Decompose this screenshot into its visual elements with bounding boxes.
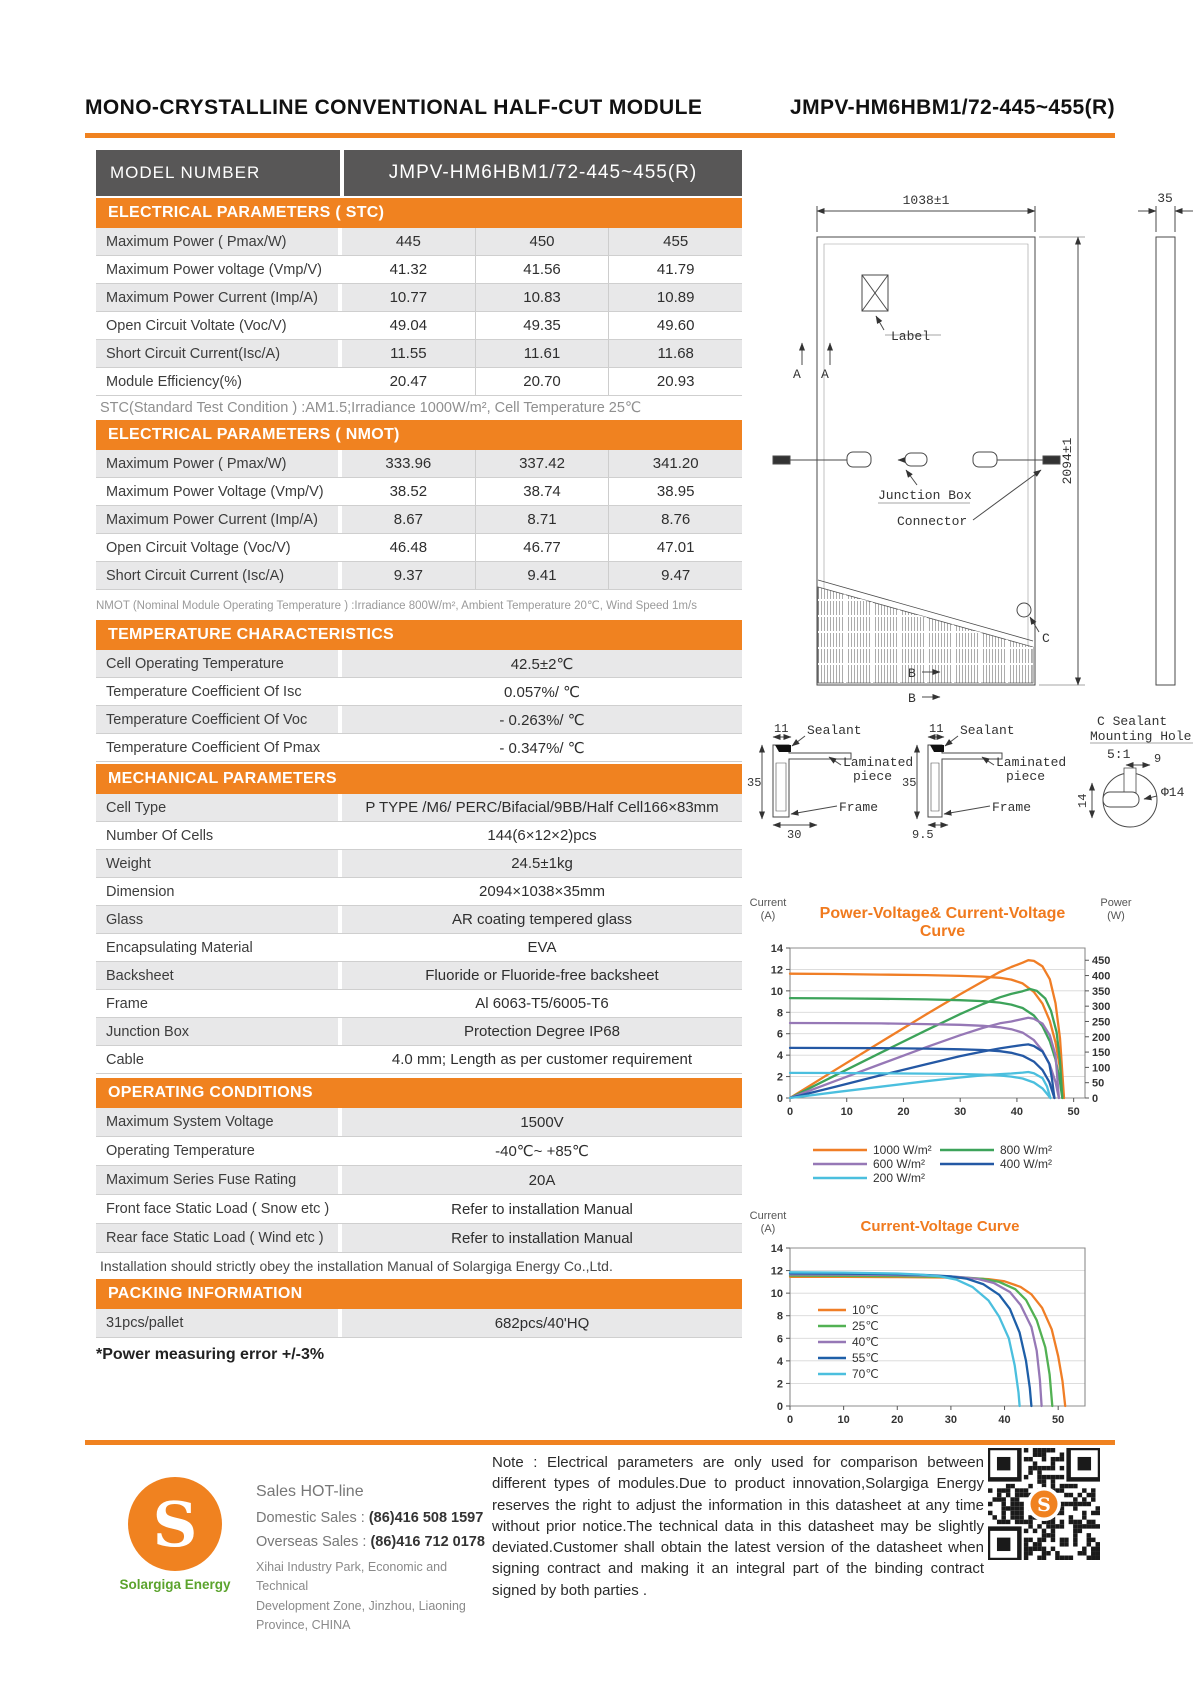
value-cell: EVA [527,939,557,956]
bb-dim-35: 35 [902,776,917,790]
aa-laminated-2: piece [853,769,893,784]
value-cell: 333.96 [385,455,432,472]
svg-text:300: 300 [1092,1001,1111,1014]
table-row [96,1195,742,1224]
svg-text:10℃: 10℃ [852,1303,879,1317]
value-cell: 450 [475,228,609,255]
packing-table [96,1309,742,1338]
row-values [342,706,742,733]
qr-code [988,1448,1100,1560]
row-label: Junction Box [96,1018,338,1045]
value-cell: 445 [395,233,421,250]
model-number-value: JMPV-HM6HBM1/72-445~455(R) [344,150,742,196]
table-row [96,1137,742,1166]
row-values [342,562,742,589]
title-left: MONO-CRYSTALLINE CONVENTIONAL HALF-CUT MODULE [85,96,703,119]
value-cell: 11.61 [475,340,609,367]
model-number-bar [96,150,742,196]
row-values [342,312,742,339]
value-cell: 144(6×12×2)pcs [487,827,597,844]
table-row [96,1224,742,1253]
nmot-footnote: NMOT (Nominal Module Operating Temperature ) :Irradiance 800W/m², Ambient Temperature 20℃, Wind Speed 1m/s [96,600,697,612]
bb-dim-95: 9.5 [912,828,934,840]
svg-text:30: 30 [954,1106,967,1118]
svg-text:200 W/m²: 200 W/m² [873,1171,926,1185]
bb-frame-label: Frame [992,800,1032,815]
page-title [85,96,1115,120]
value-cell: 24.5±1kg [511,855,573,872]
section-a-mark-2: A [821,367,829,382]
value-cell: 8.71 [475,506,609,533]
label-callout: Label [891,329,931,344]
value-cell: 41.32 [389,261,428,278]
domestic-sales-line: Domestic Sales : (86)416 508 1597 [256,1510,484,1526]
table-row [96,534,742,562]
chart1-title: Power-Voltage& Current-Voltage Curve [819,905,1066,940]
svg-text:150: 150 [1092,1047,1111,1060]
value-cell: 10.77 [389,289,428,306]
section-header-stc: ELECTRICAL PARAMETERS ( STC) [96,198,742,228]
table-row [96,934,742,962]
row-label: Open Circuit Voltage (Voc/V) [96,534,338,561]
row-values [342,1195,742,1223]
chart1-left-axis-title: Current (A) [749,897,787,923]
table-row [96,312,742,340]
svg-text:600 W/m²: 600 W/m² [873,1157,926,1171]
bb-sealant-label: Sealant [960,723,1015,738]
section-a-mark-1: A [793,367,801,382]
row-values [342,506,742,533]
value-cell: - 0.347%/ ℃ [499,739,585,757]
panel-side-view [1156,237,1175,685]
row-label: Maximum Series Fuse Rating [96,1166,338,1194]
svg-text:40: 40 [998,1414,1011,1426]
value-cell: 4.0 mm; Length as per customer requirement [391,1051,693,1068]
row-label: Short Circuit Current(Isc/A) [96,340,338,367]
b-mark-2: B [908,691,916,706]
svg-text:40: 40 [1010,1106,1024,1118]
row-values [342,850,742,877]
c-mark: C [1042,631,1050,646]
row-values [342,1166,742,1194]
row-values [342,1224,742,1252]
svg-text:40℃: 40℃ [852,1335,879,1349]
value-cell: 46.48 [389,539,428,556]
value-cell: AR coating tempered glass [451,911,633,928]
operating-table [96,1108,742,1253]
row-values [342,450,742,477]
aa-sealant-label: Sealant [807,723,862,738]
aa-sealant [775,745,791,752]
row-label: Encapsulating Material [96,934,338,961]
overseas-sales-line: Overseas Sales : (86)416 712 0178 [256,1534,485,1550]
svg-text:0: 0 [786,1106,794,1118]
svg-text:400 W/m²: 400 W/m² [1000,1157,1053,1171]
svg-text:55℃: 55℃ [852,1351,879,1365]
table-row [96,284,742,312]
svg-text:10: 10 [840,1106,853,1118]
bb-sealant [930,745,944,752]
aa-dim-11: 11 [774,722,789,736]
row-values [342,340,742,367]
table-row [96,256,742,284]
footer-divider [85,1440,1115,1445]
bb-dim-11: 11 [929,722,944,736]
value-cell: 41.56 [475,256,609,283]
row-label: Temperature Coefficient Of Pmax [96,734,338,761]
pv-iv-curve-chart [740,930,1200,1200]
chart1-right-axis-title: Power (W) [1100,897,1132,923]
svg-text:50: 50 [1092,1077,1105,1090]
row-values [342,1018,742,1045]
table-row [96,678,742,706]
right-connector [1043,456,1060,464]
value-cell: 49.35 [475,312,609,339]
section-header-temperature: TEMPERATURE CHARACTERISTICS [96,620,742,650]
row-label: Number Of Cells [96,822,338,849]
row-label: Module Efficiency(%) [96,368,338,395]
dim-14-label: 14 [1076,793,1090,808]
value-cell: 8.76 [608,506,742,533]
svg-text:10: 10 [837,1414,850,1426]
b-mark-1: B [908,666,916,681]
power-measuring-note: *Power measuring error +/-3% [96,1346,325,1363]
row-label: Weight [96,850,338,877]
logo-letter: S [152,1487,198,1561]
row-label: 31pcs/pallet [96,1309,338,1337]
row-values [342,284,742,311]
table-row [96,228,742,256]
contact-block [256,1483,486,1636]
mounting-slot [1103,792,1139,807]
row-values [342,678,742,705]
section-header-packing: PACKING INFORMATION [96,1279,742,1309]
aa-dim-35: 35 [747,776,762,790]
row-label: Maximum Power voltage (Vmp/V) [96,256,338,283]
svg-text:800 W/m²: 800 W/m² [1000,1143,1053,1157]
row-values [342,478,742,505]
value-cell: Refer to installation Manual [451,1229,633,1247]
table-row [96,822,742,850]
svg-text:8: 8 [776,1310,783,1323]
row-values [342,794,742,821]
value-cell: 20.93 [608,368,742,395]
junction-box-label: Junction Box [878,488,972,503]
row-label: Maximum System Voltage [96,1108,338,1136]
junction-box-1 [847,452,871,467]
value-cell: 49.04 [389,317,428,334]
sales-hotline-label: Sales HOT-line [256,1483,364,1500]
spec-tables [96,150,742,1368]
value-cell: - 0.263%/ ℃ [499,711,585,729]
row-label: Maximum Power ( Pmax/W) [96,450,338,477]
value-cell: Al 6063-T5/6005-T6 [475,995,609,1012]
value-cell: 8.67 [393,511,423,528]
value-cell: 2094×1038×35mm [479,883,605,900]
logo-wordmark: Solargiga Energy [119,1577,231,1592]
title-underline [85,133,1115,138]
row-values [342,1137,742,1165]
table-row [96,706,742,734]
row-label: Operating Temperature [96,1137,338,1165]
value-cell: 38.52 [389,483,428,500]
value-cell: 455 [608,228,742,255]
value-cell: 11.68 [608,340,742,367]
row-values [342,934,742,961]
value-cell: 0.057%/ ℃ [503,683,581,701]
value-cell: 9.47 [608,562,742,589]
svg-text:2: 2 [776,1378,783,1391]
row-values [342,990,742,1017]
svg-text:200: 200 [1092,1031,1111,1044]
aa-frame-label: Frame [839,800,879,815]
svg-text:0: 0 [776,1401,783,1413]
row-label: Maximum Power Current (Imp/A) [96,284,338,311]
value-cell: 46.77 [475,534,609,561]
value-cell: 10.83 [475,284,609,311]
row-values [342,256,742,283]
row-label: Temperature Coefficient Of Isc [96,678,338,705]
value-cell: 1500V [520,1113,564,1131]
table-row [96,506,742,534]
row-label: Dimension [96,878,338,905]
mounting-hole-callout [1017,603,1031,617]
bb-laminated-2: piece [1006,769,1046,784]
c-sealant-label: C Sealant [1097,714,1168,729]
row-values [342,822,742,849]
svg-text:6: 6 [776,1028,783,1041]
value-cell: P TYPE /M6/ PERC/Bifacial/9BB/Half Cell166×83mm [365,799,719,816]
value-cell: 9.37 [393,567,423,584]
svg-text:12: 12 [770,964,783,977]
stc-footnote: STC(Standard Test Condition ) :AM1.5;Irradiance 1000W/m², Cell Temperature 25℃ [100,400,642,416]
svg-text:S: S [1037,1494,1051,1516]
aa-dim-30: 30 [787,828,802,840]
svg-text:450: 450 [1092,955,1111,968]
row-label: Open Circuit Voltate (Voc/V) [96,312,338,339]
row-values [342,1309,742,1337]
svg-text:6: 6 [776,1333,783,1346]
table-row [96,368,742,396]
model-number-label: MODEL NUMBER [96,150,340,196]
thickness-dim-label: 35 [1157,191,1173,206]
table-row [96,1166,742,1195]
svg-text:12: 12 [770,1265,783,1278]
table-row [96,340,742,368]
row-label: Temperature Coefficient Of Voc [96,706,338,733]
connector-label: Connector [897,514,968,529]
row-label: Maximum Power Current (Imp/A) [96,506,338,533]
svg-text:4: 4 [776,1050,783,1063]
table-row [96,650,742,678]
stc-table [96,228,742,396]
value-cell: 20A [528,1171,556,1189]
svg-text:25℃: 25℃ [852,1319,879,1333]
aa-laminated-1: Laminated [843,755,914,770]
table-row [96,734,742,762]
value-cell: 10.89 [608,284,742,311]
row-values [342,228,742,255]
table-row [96,1018,742,1046]
scale-label: 5:1 [1107,747,1131,762]
svg-text:400: 400 [1092,970,1111,983]
temperature-table [96,650,742,762]
value-cell: 11.55 [390,345,427,362]
row-values [342,534,742,561]
phi14-label: Φ14 [1161,785,1185,800]
svg-text:4: 4 [776,1355,783,1368]
svg-text:30: 30 [944,1414,958,1426]
svg-text:0: 0 [776,1093,783,1105]
row-values [342,734,742,761]
section-header-operating: OPERATING CONDITIONS [96,1078,742,1108]
table-row [96,850,742,878]
row-values [342,368,742,395]
junction-box-3 [973,452,997,467]
svg-text:10: 10 [770,1288,783,1301]
row-label: Front face Static Load ( Snow etc ) [96,1195,338,1223]
row-values [342,650,742,677]
value-cell: 9.41 [475,562,609,589]
value-cell: 42.5±2℃ [510,655,574,673]
row-label: Short Circuit Current (Isc/A) [96,562,338,589]
value-cell: 49.60 [608,312,742,339]
table-row [96,1108,742,1137]
junction-box-2 [905,453,927,466]
row-label: Maximum Power ( Pmax/W) [96,228,338,255]
svg-text:50: 50 [1052,1414,1065,1426]
svg-text:350: 350 [1092,985,1111,998]
table-row [96,478,742,506]
svg-text:50: 50 [1067,1106,1080,1118]
chart2-left-axis-title: Current (A) [749,1210,787,1236]
row-values [342,962,742,989]
value-cell: 337.42 [475,450,609,477]
chart2-title: Current-Voltage Curve [860,1218,1020,1235]
width-dim-label: 1038±1 [902,193,950,208]
row-label: Cable [96,1046,338,1073]
section-header-mechanical: MECHANICAL PARAMETERS [96,764,742,794]
height-dim-label: 2094±1 [1060,437,1075,485]
title-model: JMPV-HM6HBM1/72-445~455(R) [790,96,1115,119]
svg-text:10: 10 [770,985,783,998]
section-header-nmot: ELECTRICAL PARAMETERS ( NMOT) [96,420,742,450]
value-cell: 682pcs/40'HQ [494,1314,590,1332]
mounting-hole-label: Mounting Hole [1090,729,1192,744]
value-cell: 341.20 [608,450,742,477]
left-connector [773,456,790,464]
company-address: Xihai Industry Park, Economic and Technical Development Zone, Jinzhou, Liaoning Province, CHINA [256,1560,466,1633]
module-technical-drawing [745,180,1200,840]
row-values [342,878,742,905]
row-label: Glass [96,906,338,933]
svg-text:70℃: 70℃ [852,1367,879,1381]
svg-text:20: 20 [897,1106,910,1118]
operating-footnote: Installation should strictly obey the installation Manual of Solargiga Energy Co.,Ltd. [100,1258,613,1274]
value-cell: 47.01 [608,534,742,561]
table-row [96,450,742,478]
iv-temperature-curve-chart [740,1240,1200,1430]
table-row [96,562,742,590]
svg-text:8: 8 [776,1007,783,1020]
value-cell: 38.74 [475,478,609,505]
svg-text:250: 250 [1092,1016,1111,1029]
svg-text:0: 0 [786,1414,794,1426]
table-row [96,794,742,822]
row-values [342,1046,742,1073]
value-cell: 20.47 [389,373,428,390]
table-row [96,1309,742,1338]
svg-text:0: 0 [1092,1093,1099,1105]
table-row [96,906,742,934]
row-label: Rear face Static Load ( Wind etc ) [96,1224,338,1252]
row-label: Cell Type [96,794,338,821]
svg-text:20: 20 [891,1414,904,1426]
legal-note: Note : Electrical parameters are only used for comparison between different types of modules.Due to product innovation,Solargiga Energy reserves the right to adjust the information in this datasheet at any time without prior notice.The technical data in this datasheet may be slightly deviated.Customer shall obtain the latest version of the datasheet when signing contract and making it an integral part of the binding contract signed by both parties . [492,1454,984,1599]
value-cell: Refer to installation Manual [451,1200,633,1218]
solargiga-logo-icon [128,1477,222,1571]
value-cell: -40℃~ +85℃ [495,1143,589,1160]
table-row [96,1046,742,1074]
row-values [342,1108,742,1136]
value-cell: 20.70 [475,368,609,395]
nmot-table [96,450,742,590]
value-cell: 38.95 [608,478,742,505]
dim-9-label: 9 [1154,752,1162,766]
row-label: Frame [96,990,338,1017]
row-label: Backsheet [96,962,338,989]
value-cell: Fluoride or Fluoride-free backsheet [425,967,659,984]
table-row [96,990,742,1018]
value-cell: Protection Degree IP68 [464,1023,620,1040]
svg-text:14: 14 [770,1243,783,1255]
row-label: Cell Operating Temperature [96,650,338,677]
table-row [96,878,742,906]
svg-text:2: 2 [776,1071,783,1084]
value-cell: 41.79 [608,256,742,283]
table-row [96,962,742,990]
svg-text:14: 14 [770,943,783,955]
row-values [342,906,742,933]
svg-text:1000 W/m²: 1000 W/m² [873,1143,932,1157]
svg-text:100: 100 [1092,1062,1111,1075]
bb-laminated-1: Laminated [996,755,1067,770]
mechanical-table [96,794,742,1074]
row-label: Maximum Power Voltage (Vmp/V) [96,478,338,505]
